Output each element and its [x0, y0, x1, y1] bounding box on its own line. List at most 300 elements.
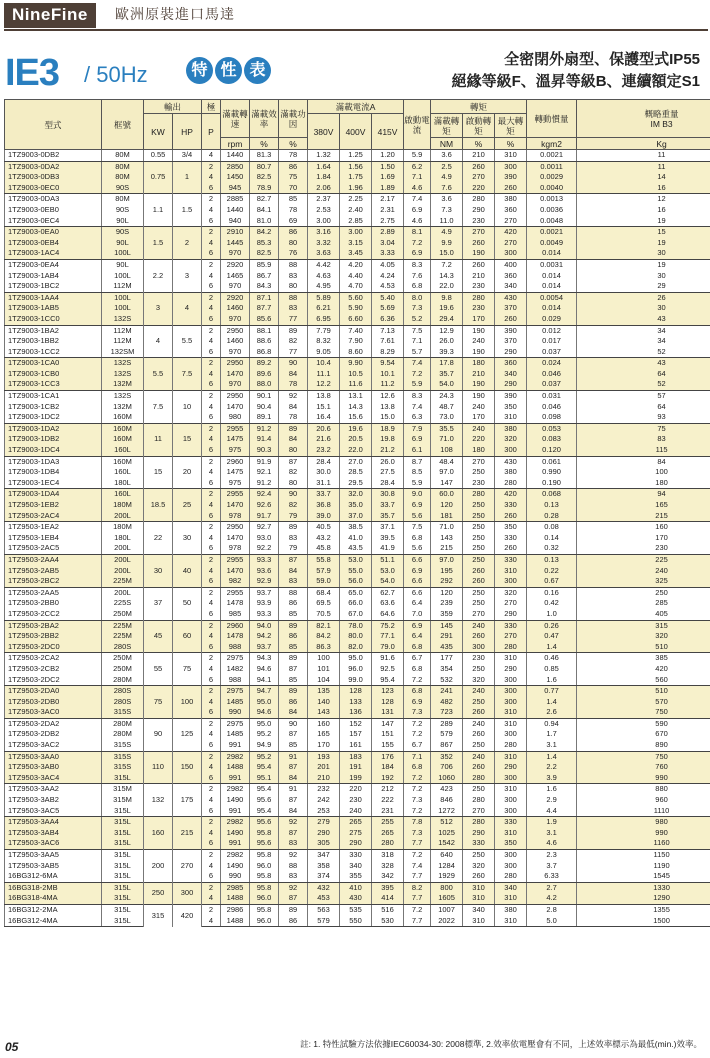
cell-max-torque: 300 — [495, 697, 527, 708]
cell-rpm: 991 — [221, 773, 250, 784]
cell-max-torque: 270 — [495, 631, 527, 642]
cell-power-factor: 83 — [279, 533, 308, 544]
cell-max-torque: 320 — [495, 587, 527, 598]
cell-kw: 1.1 — [144, 194, 173, 227]
table-row — [5, 445, 710, 456]
cell-power-factor: 84 — [279, 566, 308, 577]
cell-frame: 315L — [102, 773, 144, 784]
cell-current-400v: 1.25 — [340, 150, 372, 162]
cell-weight: 34 — [577, 336, 710, 347]
header-weight-sub: IM B3 — [650, 118, 673, 129]
cell-hp: 15 — [173, 423, 202, 456]
cell-current-400v: 550 — [340, 916, 372, 927]
cell-rpm: 2960 — [221, 456, 250, 467]
cell-fl-torque: 147 — [431, 478, 463, 489]
cell-inertia: 0.0029 — [527, 172, 577, 183]
cell-current-380v: 68.4 — [308, 587, 340, 598]
cell-current-415v: 77.1 — [372, 631, 404, 642]
cell-fl-torque: 239 — [431, 598, 463, 609]
cell-start-current: 7.2 — [404, 718, 431, 729]
cell-frame: 132S — [102, 369, 144, 380]
cell-start-torque: 240 — [463, 402, 495, 413]
cell-current-380v: 21.6 — [308, 434, 340, 445]
cell-efficiency: 96.0 — [250, 893, 279, 904]
cell-max-torque: 290 — [495, 762, 527, 773]
cell-model: 1TZ9003-0DA2 — [5, 161, 102, 172]
cell-pole: 6 — [202, 806, 221, 817]
cell-efficiency: 95.0 — [250, 718, 279, 729]
cell-weight: 94 — [577, 489, 710, 500]
cell-pole: 6 — [202, 609, 221, 620]
cell-fl-torque: 143 — [431, 533, 463, 544]
cell-current-415v: 30.8 — [372, 489, 404, 500]
cell-rpm: 2982 — [221, 751, 250, 762]
cell-start-current: 6.8 — [404, 642, 431, 653]
cell-weight: 19 — [577, 216, 710, 227]
cell-model: 1TZ9003-1CB2 — [5, 402, 102, 413]
cell-hp: 20 — [173, 456, 202, 489]
cell-inertia: 0.0049 — [527, 238, 577, 249]
cell-current-415v: 26.0 — [372, 456, 404, 467]
cell-inertia: 0.0036 — [527, 205, 577, 216]
cell-rpm: 1488 — [221, 916, 250, 927]
cell-hp: 50 — [173, 587, 202, 620]
cell-max-torque: 280 — [495, 642, 527, 653]
cell-max-torque: 380 — [495, 194, 527, 205]
cell-model: 1TZ9003-0DB3 — [5, 172, 102, 183]
cell-current-415v: 7.13 — [372, 325, 404, 336]
cell-weight: 12 — [577, 194, 710, 205]
cell-efficiency: 94.1 — [250, 675, 279, 686]
cell-pole: 4 — [202, 336, 221, 347]
cell-hp: 25 — [173, 489, 202, 522]
cell-max-torque: 300 — [495, 576, 527, 587]
cell-start-current: 7.7 — [404, 838, 431, 849]
header-torque: 轉矩 — [431, 100, 527, 114]
cell-frame: 160L — [102, 467, 144, 478]
cell-max-torque: 430 — [495, 456, 527, 467]
table-row — [5, 434, 710, 445]
cell-current-415v: 1.89 — [372, 183, 404, 194]
cell-model: 1TZ9503-3AA4 — [5, 817, 102, 828]
cell-start-current: 7.6 — [404, 271, 431, 282]
cell-efficiency: 86.7 — [250, 271, 279, 282]
cell-efficiency: 95.8 — [250, 850, 279, 861]
cell-max-torque: 340 — [495, 281, 527, 292]
table-row — [5, 358, 710, 369]
table-row — [5, 172, 710, 183]
cell-start-torque: 250 — [463, 500, 495, 511]
cell-rpm: 2985 — [221, 882, 250, 893]
cell-current-400v: 161 — [340, 740, 372, 751]
cell-current-380v: 10.4 — [308, 358, 340, 369]
cell-start-current: 7.0 — [404, 609, 431, 620]
cell-current-380v: 2.37 — [308, 194, 340, 205]
cell-current-400v: 4.70 — [340, 281, 372, 292]
cell-current-380v: 305 — [308, 838, 340, 849]
cell-rpm: 2986 — [221, 904, 250, 915]
header-output: 輸出 — [144, 100, 202, 114]
cell-max-torque: 270 — [495, 238, 527, 249]
cell-power-factor: 90 — [279, 718, 308, 729]
cell-frame: 132SM — [102, 347, 144, 358]
cell-max-torque: 300 — [495, 445, 527, 456]
cell-weight: 64 — [577, 402, 710, 413]
cell-frame: 315L — [102, 871, 144, 882]
header-weight — [577, 100, 710, 138]
cell-current-400v: 5.90 — [340, 303, 372, 314]
cell-current-400v: 330 — [340, 850, 372, 861]
brand-tagline: 歐洲原裝進口馬達 — [115, 6, 235, 22]
cell-efficiency: 95.6 — [250, 838, 279, 849]
table-row — [5, 379, 710, 390]
cell-current-380v: 101 — [308, 664, 340, 675]
cell-pole: 2 — [202, 587, 221, 598]
cell-frame: 80M — [102, 161, 144, 172]
cell-efficiency: 95.4 — [250, 762, 279, 773]
cell-pole: 6 — [202, 773, 221, 784]
cell-weight: 19 — [577, 259, 710, 270]
cell-frame: 100L — [102, 248, 144, 259]
cell-power-factor: 87 — [279, 795, 308, 806]
cell-current-415v: 37.1 — [372, 522, 404, 533]
cell-current-400v: 99.0 — [340, 675, 372, 686]
cell-frame: 160M — [102, 434, 144, 445]
cell-model: 1TZ9503-3AC5 — [5, 806, 102, 817]
cell-current-380v: 201 — [308, 762, 340, 773]
cell-current-400v: 14.3 — [340, 402, 372, 413]
cell-efficiency: 88.1 — [250, 325, 279, 336]
cell-model: 1TZ9003-1EC4 — [5, 478, 102, 489]
cell-power-factor: 87 — [279, 456, 308, 467]
cell-max-torque: 310 — [495, 150, 527, 162]
cell-max-torque: 300 — [495, 795, 527, 806]
cell-inertia: 2.6 — [527, 707, 577, 718]
cell-current-400v: 20.5 — [340, 434, 372, 445]
cell-model: 1TZ9003-1DB2 — [5, 434, 102, 445]
badge-char-1: 特 — [186, 57, 213, 84]
cell-max-torque: 290 — [495, 379, 527, 390]
cell-current-415v: 15.0 — [372, 412, 404, 423]
cell-frame: 315L — [102, 893, 144, 904]
cell-pole: 6 — [202, 740, 221, 751]
cell-start-torque: 250 — [463, 533, 495, 544]
cell-current-400v: 340 — [340, 861, 372, 872]
cell-model: 1TZ9503-2DA0 — [5, 686, 102, 697]
cell-frame: 280M — [102, 729, 144, 740]
brand-logo: NineFine — [4, 3, 96, 28]
cell-pole: 2 — [202, 161, 221, 172]
cell-inertia: 0.014 — [527, 303, 577, 314]
cell-max-torque: 400 — [495, 259, 527, 270]
cell-inertia: 3.1 — [527, 828, 577, 839]
cell-start-current: 7.4 — [404, 194, 431, 205]
cell-fl-torque: 579 — [431, 729, 463, 740]
cell-pole: 6 — [202, 379, 221, 390]
table-row — [5, 489, 710, 500]
cell-power-factor: 88 — [279, 292, 308, 303]
cell-pole: 2 — [202, 391, 221, 402]
cell-weight: 115 — [577, 445, 710, 456]
cell-model: 1TZ9003-1CC2 — [5, 347, 102, 358]
cell-start-current: 6.8 — [404, 686, 431, 697]
cell-power-factor: 87 — [279, 554, 308, 565]
cell-kw: 7.5 — [144, 391, 173, 424]
cell-current-415v: 1.20 — [372, 150, 404, 162]
cell-weight: 75 — [577, 423, 710, 434]
cell-rpm: 2950 — [221, 358, 250, 369]
cell-fl-torque: 120 — [431, 500, 463, 511]
cell-current-400v: 275 — [340, 828, 372, 839]
cell-model: 1TZ9503-2CC2 — [5, 609, 102, 620]
cell-efficiency: 85.9 — [250, 259, 279, 270]
cell-frame: 132M — [102, 379, 144, 390]
cell-frame: 90S — [102, 205, 144, 216]
cell-current-400v: 29.5 — [340, 478, 372, 489]
cell-inertia: 1.6 — [527, 675, 577, 686]
table-row — [5, 325, 710, 336]
cell-model: 1TZ9003-1BB2 — [5, 336, 102, 347]
cell-rpm: 2982 — [221, 784, 250, 795]
cell-efficiency: 94.6 — [250, 707, 279, 718]
badge-char-3: 表 — [244, 57, 271, 84]
cell-pole: 6 — [202, 871, 221, 882]
cell-power-factor: 83 — [279, 303, 308, 314]
cell-model: 1TZ9503-2DB2 — [5, 729, 102, 740]
cell-hp: 1 — [173, 161, 202, 194]
cell-rpm: 970 — [221, 379, 250, 390]
cell-rpm: 970 — [221, 314, 250, 325]
cell-start-torque: 280 — [463, 292, 495, 303]
cell-model: 1TZ9003-1AA4 — [5, 292, 102, 303]
cell-fl-torque: 846 — [431, 795, 463, 806]
cell-pole: 4 — [202, 369, 221, 380]
cell-efficiency: 96.0 — [250, 861, 279, 872]
cell-current-380v: 45.8 — [308, 543, 340, 554]
cell-current-380v: 23.2 — [308, 445, 340, 456]
cell-frame: 200L — [102, 543, 144, 554]
cell-efficiency: 91.9 — [250, 456, 279, 467]
cell-current-415v: 2.17 — [372, 194, 404, 205]
table-row — [5, 697, 710, 708]
cell-fl-torque: 54.0 — [431, 379, 463, 390]
cell-current-380v: 170 — [308, 740, 340, 751]
cell-max-torque: 310 — [495, 707, 527, 718]
cell-inertia: 0.046 — [527, 369, 577, 380]
cell-fl-torque: 1272 — [431, 806, 463, 817]
cell-max-torque: 300 — [495, 729, 527, 740]
cell-frame: 160L — [102, 445, 144, 456]
cell-rpm: 988 — [221, 675, 250, 686]
cell-fl-torque: 195 — [431, 566, 463, 577]
cell-fl-torque: 1007 — [431, 904, 463, 915]
cell-rpm: 990 — [221, 707, 250, 718]
cell-power-factor: 92 — [279, 391, 308, 402]
badge-char-2: 性 — [215, 57, 242, 84]
cell-model: 1TZ9003-1CA1 — [5, 391, 102, 402]
cell-weight: 510 — [577, 642, 710, 653]
cell-frame: 315L — [102, 904, 144, 915]
cell-max-torque: 380 — [495, 423, 527, 434]
table-row — [5, 150, 710, 162]
cell-current-415v: 516 — [372, 904, 404, 915]
cell-current-380v: 279 — [308, 817, 340, 828]
cell-inertia: 3.9 — [527, 773, 577, 784]
cell-current-380v: 232 — [308, 784, 340, 795]
cell-frame: 112M — [102, 325, 144, 336]
cell-pole: 4 — [202, 271, 221, 282]
cell-model: 1TZ9003-0EC4 — [5, 216, 102, 227]
cell-inertia: 6.33 — [527, 871, 577, 882]
cell-current-400v: 82.0 — [340, 642, 372, 653]
cell-inertia: 0.029 — [527, 314, 577, 325]
cell-pole: 2 — [202, 850, 221, 861]
cell-model: 1TZ9003-1DB4 — [5, 467, 102, 478]
cell-fl-torque: 19.6 — [431, 303, 463, 314]
cell-inertia: 0.22 — [527, 566, 577, 577]
cell-current-415v: 4.05 — [372, 259, 404, 270]
cell-current-415v: 3.33 — [372, 248, 404, 259]
cell-power-factor: 86 — [279, 598, 308, 609]
cell-frame: 132M — [102, 402, 144, 413]
cell-start-current: 6.9 — [404, 566, 431, 577]
cell-current-380v: 8.32 — [308, 336, 340, 347]
table-row — [5, 871, 710, 882]
table-row — [5, 511, 710, 522]
cell-max-torque: 350 — [495, 522, 527, 533]
cell-current-415v: 2.89 — [372, 227, 404, 238]
header-max-torque: 最大轉矩 — [495, 114, 527, 138]
cell-power-factor: 92 — [279, 882, 308, 893]
cell-max-torque: 380 — [495, 467, 527, 478]
cell-start-torque: 190 — [463, 325, 495, 336]
cell-current-400v: 4.40 — [340, 271, 372, 282]
spec-description-line1: 全密閉外扇型、保護型式IP55 — [504, 51, 700, 68]
cell-current-380v: 358 — [308, 861, 340, 872]
cell-current-400v: 11.6 — [340, 379, 372, 390]
cell-weight: 15 — [577, 227, 710, 238]
cell-current-415v: 63.6 — [372, 598, 404, 609]
table-row — [5, 751, 710, 762]
cell-weight: 30 — [577, 271, 710, 282]
cell-current-415v: 4.24 — [372, 271, 404, 282]
cell-pole: 4 — [202, 893, 221, 904]
cell-current-400v: 199 — [340, 773, 372, 784]
cell-model: 1TZ9003-1DA3 — [5, 456, 102, 467]
cell-efficiency: 93.9 — [250, 598, 279, 609]
cell-rpm: 975 — [221, 478, 250, 489]
cell-power-factor: 89 — [279, 620, 308, 631]
cell-efficiency: 86.8 — [250, 347, 279, 358]
cell-start-torque: 250 — [463, 598, 495, 609]
cell-inertia: 1.0 — [527, 609, 577, 620]
table-row — [5, 522, 710, 533]
cell-weight: 11 — [577, 150, 710, 162]
cell-current-400v: 56.0 — [340, 576, 372, 587]
cell-power-factor: 82 — [279, 500, 308, 511]
cell-max-torque: 310 — [495, 412, 527, 423]
cell-current-380v: 16.4 — [308, 412, 340, 423]
cell-pole: 2 — [202, 653, 221, 664]
cell-kw: 90 — [144, 718, 173, 751]
table-row — [5, 216, 710, 227]
cell-efficiency: 95.4 — [250, 806, 279, 817]
cell-rpm: 2850 — [221, 161, 250, 172]
cell-current-400v: 37.0 — [340, 511, 372, 522]
cell-model: 1TZ9503-3AC4 — [5, 773, 102, 784]
cell-inertia: 0.77 — [527, 686, 577, 697]
cell-frame: 225M — [102, 620, 144, 631]
cell-weight: 1290 — [577, 893, 710, 904]
cell-start-current: 8.2 — [404, 882, 431, 893]
cell-fl-torque: 97.0 — [431, 554, 463, 565]
cell-model: 1TZ9503-2AB5 — [5, 566, 102, 577]
cell-rpm: 2955 — [221, 587, 250, 598]
cell-start-current: 7.2 — [404, 675, 431, 686]
table-row — [5, 292, 710, 303]
cell-current-400v: 66.0 — [340, 598, 372, 609]
cell-pole: 4 — [202, 631, 221, 642]
cell-frame: 225M — [102, 631, 144, 642]
cell-efficiency: 88.6 — [250, 336, 279, 347]
cell-weight: 64 — [577, 369, 710, 380]
cell-current-415v: 318 — [372, 850, 404, 861]
cell-model: 1TZ9003-1CC3 — [5, 379, 102, 390]
cell-current-415v: 7.61 — [372, 336, 404, 347]
cell-power-factor: 85 — [279, 194, 308, 205]
table-row — [5, 500, 710, 511]
cell-inertia: 0.014 — [527, 271, 577, 282]
cell-model: 1TZ9503-1EB4 — [5, 533, 102, 544]
cell-start-current: 6.4 — [404, 598, 431, 609]
cell-rpm: 1482 — [221, 664, 250, 675]
cell-start-current: 7.2 — [404, 904, 431, 915]
cell-rpm: 978 — [221, 543, 250, 554]
cell-inertia: 0.85 — [527, 664, 577, 675]
cell-max-torque: 330 — [495, 554, 527, 565]
cell-efficiency: 95.8 — [250, 904, 279, 915]
cell-frame: 315L — [102, 838, 144, 849]
cell-model: 1TZ9503-3AB4 — [5, 828, 102, 839]
cell-max-torque: 310 — [495, 828, 527, 839]
cell-current-380v: 31.1 — [308, 478, 340, 489]
cell-weight: 215 — [577, 511, 710, 522]
table-row — [5, 402, 710, 413]
cell-fl-torque: 640 — [431, 850, 463, 861]
cell-frame: 250M — [102, 609, 144, 620]
cell-power-factor: 85 — [279, 675, 308, 686]
cell-inertia: 0.32 — [527, 543, 577, 554]
cell-max-torque: 300 — [495, 806, 527, 817]
cell-power-factor: 83 — [279, 871, 308, 882]
cell-pole: 4 — [202, 598, 221, 609]
table-row — [5, 369, 710, 380]
cell-current-400v: 183 — [340, 751, 372, 762]
cell-pole: 2 — [202, 554, 221, 565]
cell-model: 1TZ9003-1DA4 — [5, 489, 102, 500]
footnote: 註: 1. 特性試驗方法依據IEC60034-30: 2008標準, 2.效率依電壓會有不同，上述效率標示為最低(min.)效率。 — [300, 1039, 702, 1049]
cell-efficiency: 89.6 — [250, 369, 279, 380]
cell-model: 1TZ9503-2DB0 — [5, 697, 102, 708]
cell-current-415v: 92.5 — [372, 664, 404, 675]
cell-frame: 280M — [102, 675, 144, 686]
cell-rpm: 1440 — [221, 150, 250, 162]
cell-power-factor: 80 — [279, 478, 308, 489]
cell-current-380v: 143 — [308, 707, 340, 718]
cell-power-factor: 83 — [279, 576, 308, 587]
table-row — [5, 303, 710, 314]
cell-weight: 570 — [577, 697, 710, 708]
